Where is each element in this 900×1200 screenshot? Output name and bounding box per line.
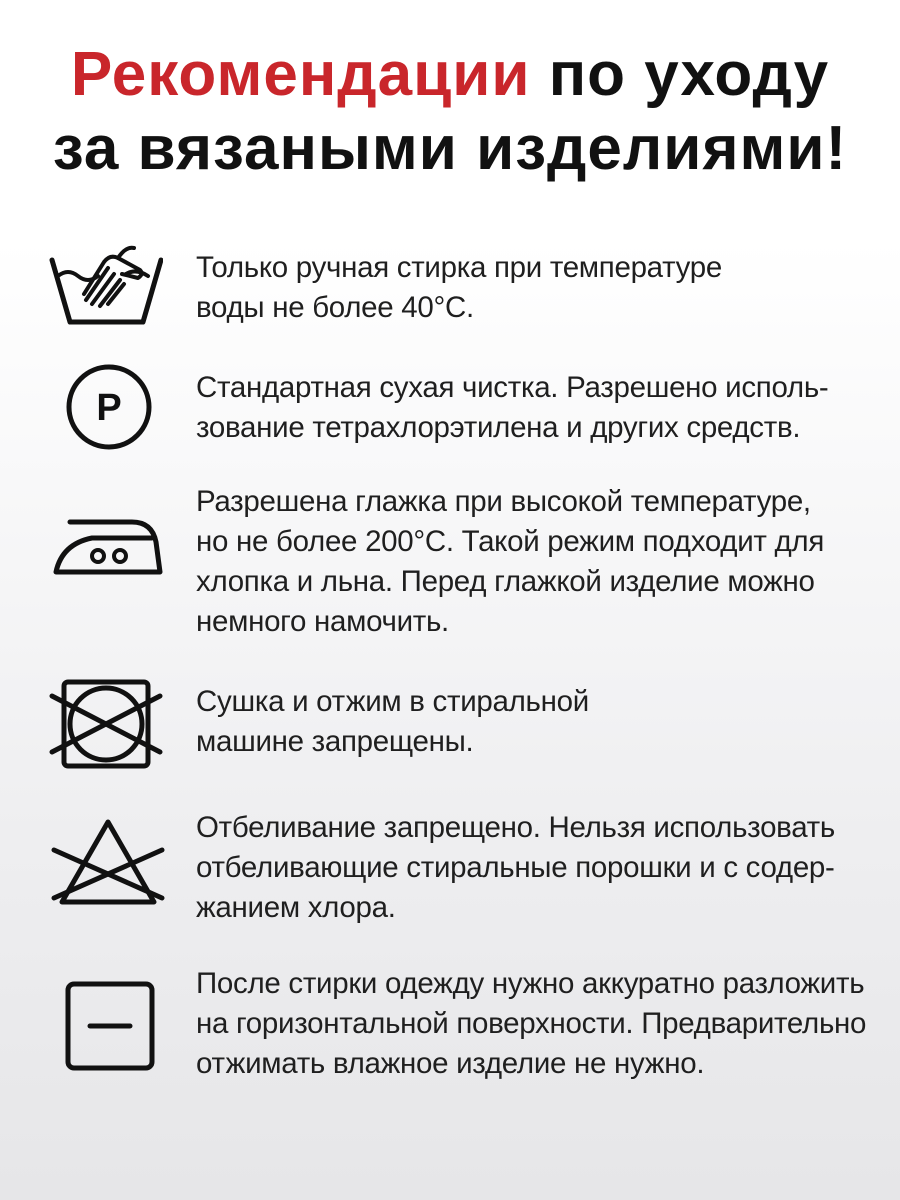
care-item-dry-flat: [0, 962, 900, 1082]
text-line: отжимать влажное изделие не нужно.: [196, 1047, 705, 1080]
page-title: [0, 38, 900, 186]
text-line: на горизонтальной поверхности. Предварительно: [196, 1007, 867, 1040]
text-line: но не более 200°C. Такой режим подходит для: [196, 525, 824, 558]
care-item-ironing: [0, 480, 900, 638]
text-line: машине запрещены.: [196, 725, 474, 758]
care-item-hand-wash: [0, 238, 900, 358]
title-line-1-rest: по уходу: [548, 40, 830, 109]
text-line: После стирки одежду нужно аккуратно разложить: [196, 967, 865, 1000]
text-line: немного намочить.: [196, 605, 449, 638]
text-line: Отбеливание запрещено. Нельзя использовать: [196, 811, 835, 844]
text-line: Только ручная стирка при температуре: [196, 251, 723, 284]
care-item-text: [196, 964, 876, 1084]
care-item-text: [196, 482, 876, 642]
text-line: отбеливающие стиральные порошки и с содер-: [196, 851, 835, 884]
dry-flat-icon: [64, 980, 156, 1072]
no-tumble-dry-icon: [48, 676, 164, 772]
iron-two-dots-icon: [52, 516, 164, 576]
care-item-no-bleach: [0, 806, 900, 926]
text-line: жанием хлора.: [196, 891, 396, 924]
dry-clean-letter: P: [96, 387, 122, 429]
text-line: Стандартная сухая чистка. Разрешено исполь-: [196, 371, 829, 404]
hand-wash-icon: [48, 238, 163, 330]
text-line: воды не более 40°C.: [196, 291, 474, 324]
care-item-text: [196, 808, 876, 928]
no-bleach-icon: [50, 816, 166, 912]
title-line-1: [0, 38, 900, 112]
text-line: зование тетрахлорэтилена и других средств.: [196, 411, 801, 444]
care-item-dry-clean: [0, 362, 900, 482]
dry-clean-p-icon: [64, 362, 154, 452]
care-item-text: [196, 248, 876, 328]
title-accent: Рекомендации: [70, 40, 531, 109]
care-item-text: [196, 368, 876, 448]
text-line: хлопка и льна. Перед глажкой изделие можно: [196, 565, 815, 598]
care-item-no-tumble-dry: [0, 676, 900, 796]
title-line-2: за вязаными изделиями!: [52, 114, 848, 183]
text-line: Разрешена глажка при высокой температуре,: [196, 485, 811, 518]
care-item-text: [196, 682, 876, 762]
text-line: Сушка и отжим в стиральной: [196, 685, 589, 718]
